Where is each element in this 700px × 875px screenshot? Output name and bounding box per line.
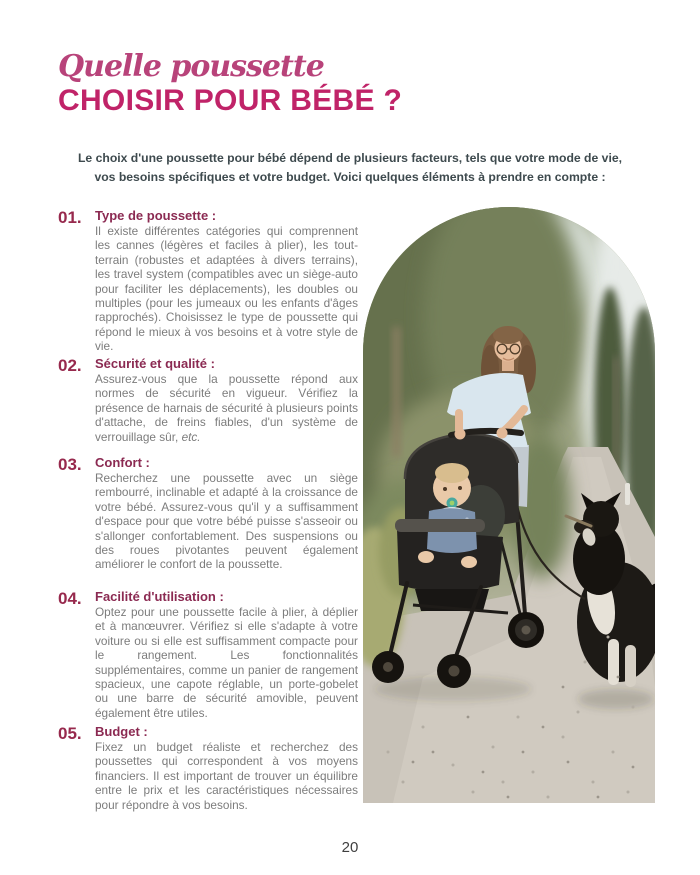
- section-number: 01.: [58, 208, 82, 227]
- section-number: 05.: [58, 724, 82, 743]
- intro-line-1: Le choix d'une poussette pour bébé dépend de plusieurs facteurs, tels que votre mode de vie,: [77, 151, 622, 165]
- section-type-de-poussette: [58, 208, 358, 354]
- section-title: Confort :: [95, 455, 150, 470]
- section-facilite-d-utilisation: [58, 589, 358, 720]
- section-title: Facilité d'utilisation :: [95, 589, 224, 604]
- title-script: Quelle poussette: [58, 49, 324, 84]
- section-body: Optez pour une poussette facile à plier, à déplier et à manœuvrer. Vérifiez si elle s'adapte à votre voiture ou si elle est suffisamment compacte pour le rangement. Les fonctionnalités supplémentaires, comme un panier de rangement spacieux, une capote réglable, un porte-gobelet ou une barre de sécurité amovible, peuvent également être utiles.: [95, 605, 358, 720]
- page-title: CHOISIR POUR BÉBÉ ?: [58, 84, 403, 117]
- section-number: 04.: [58, 589, 82, 608]
- section-body: Recherchez une poussette avec un siège rembourré, inclinable et adapté à la croissance de votre bébé. Assurez-vous qu'il y a suffisamment d'espace pour que votre bébé puisse s'asseoir ou s'allonger confortablement. Des suspensions ou des roues pivotantes peuvent également améliorer le confort de la poussette.: [95, 471, 358, 572]
- section-title: Budget :: [95, 724, 148, 739]
- page-number: 20: [341, 839, 359, 856]
- section-body: Il existe différentes catégories qui comprennent les cannes (légères et faciles à plier), les tout-terrain (robustes et adaptées à divers terrains), les travel system (compatibles avec un siège-auto pour faciliter les déplacements), les doubles ou multiples (pour les jumeaux ou les enfants d'âges rapprochés). Choisissez le type de poussette qui répond le mieux à vos besoins et à votre style de vie.: [95, 224, 358, 354]
- title-block: [58, 50, 478, 117]
- section-number: 02.: [58, 356, 82, 375]
- photo-illustration: [363, 207, 655, 803]
- section-title: Sécurité et qualité :: [95, 356, 215, 371]
- intro-text: [40, 149, 660, 187]
- section-body: Assurez-vous que la poussette répond aux normes de sécurité en vigueur. Vérifiez la présence de harnais de sécurité à plusieurs points d'attache, de freins fiables, d'un système de verrouillage sûr, etc.: [95, 372, 358, 444]
- stroller-photo: [363, 207, 655, 803]
- section-title: Type de poussette :: [95, 208, 217, 223]
- section-number: 03.: [58, 455, 82, 474]
- section-confort: [58, 455, 358, 572]
- section-securite-et-qualite: [58, 356, 358, 444]
- intro-line-2: vos besoins spécifiques et votre budget. Voici quelques éléments à prendre en compte :: [94, 170, 606, 184]
- section-budget: [58, 724, 358, 812]
- section-body: Fixez un budget réaliste et recherchez des poussettes qui correspondent à vos moyens financiers. Il est important de trouver un équilibre entre le prix et les caractéristiques nécessaires pour répondre à vos besoins.: [95, 740, 358, 812]
- etc-italic: etc.: [181, 429, 201, 444]
